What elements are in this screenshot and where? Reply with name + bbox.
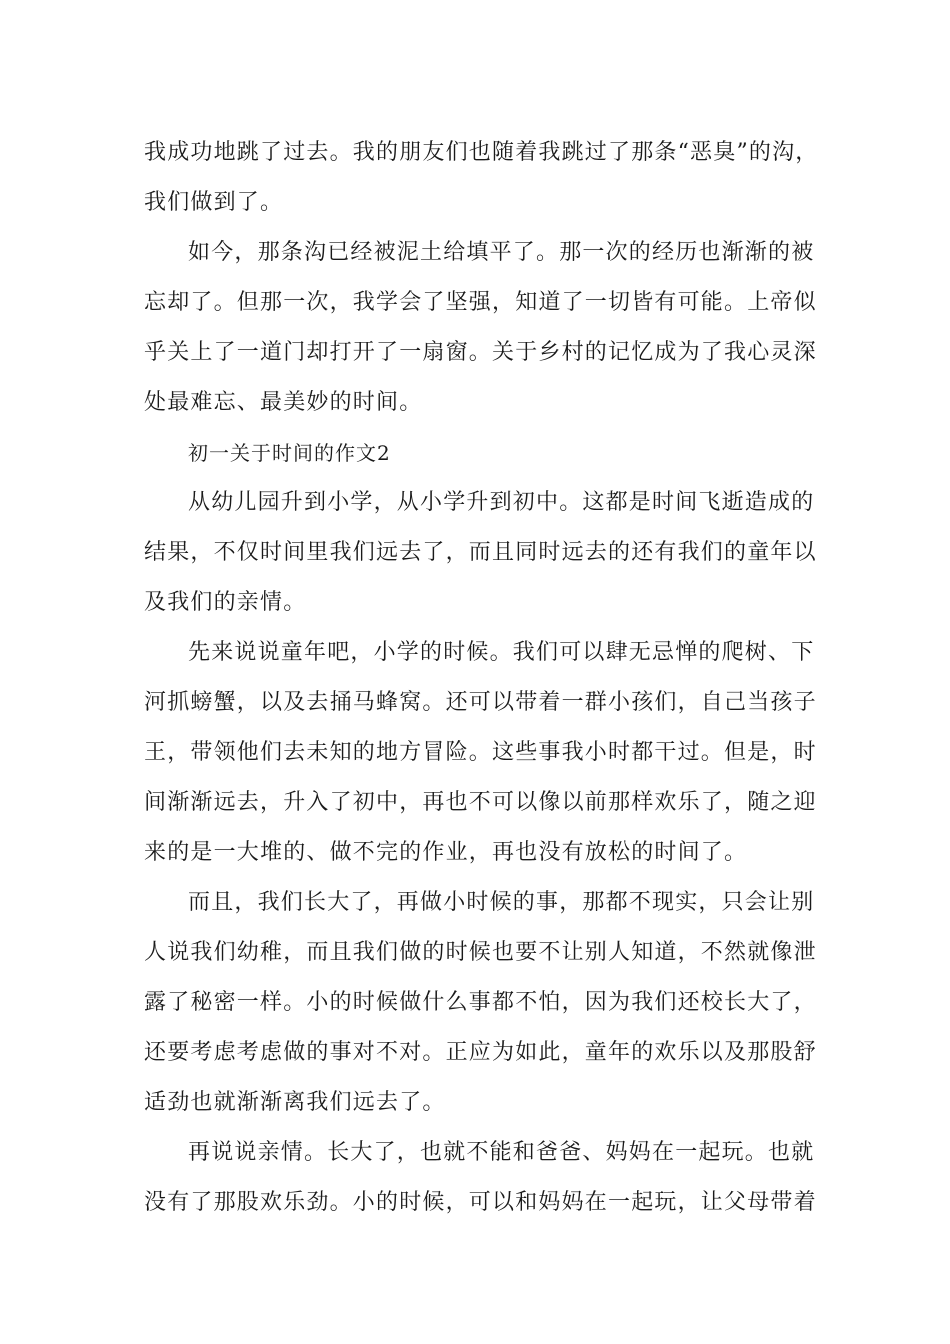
text-line: 先来说说童年吧，小学的时候。我们可以肆无忌惮的爬树、下 (188, 640, 815, 665)
text-line: 没有了那股欢乐劲。小的时候，可以和妈妈在一起玩，让父母带着 (144, 1190, 817, 1215)
text-line: 河抓螃蟹，以及去捅马蜂窝。还可以带着一群小孩们，自己当孩子 (144, 690, 817, 715)
text-line: 露了秘密一样。小的时候做什么事都不怕，因为我们还校长大了， (144, 990, 817, 1015)
text-line: 我们做到了。 (144, 190, 284, 215)
document-body (144, 128, 819, 1228)
text-line: 人说我们幼稚，而且我们做的时候也要不让别人知道，不然就像泄 (144, 940, 817, 965)
text-line: 来的是一大堆的、做不完的作业，再也没有放松的时间了。 (144, 840, 748, 865)
text-line: 从幼儿园升到小学，从小学升到初中。这都是时间飞逝造成的 (188, 490, 815, 515)
text-line: 忘却了。但那一次，我学会了坚强，知道了一切皆有可能。上帝似 (144, 290, 817, 315)
section-heading: 初一关于时间的作文2 (188, 441, 391, 465)
text-line: 如今，那条沟已经被泥土给填平了。那一次的经历也渐渐的被 (188, 240, 815, 265)
text-line: 间渐渐远去，升入了初中，再也不可以像以前那样欢乐了，随之迎 (144, 790, 817, 815)
text-line: 乎关上了一道门却打开了一扇窗。关于乡村的记忆成为了我心灵深 (144, 340, 817, 365)
text-line: 结果，不仅时间里我们远去了，而且同时远去的还有我们的童年以 (144, 540, 817, 565)
text-line: 再说说亲情。长大了，也就不能和爸爸、妈妈在一起玩。也就 (188, 1140, 815, 1165)
text-line: 处最难忘、最美妙的时间。 (144, 390, 423, 415)
text-line: 及我们的亲情。 (144, 590, 307, 615)
text-line: 我成功地跳了过去。我的朋友们也随着我跳过了那条“恶臭”的沟， (144, 140, 819, 165)
text-line: 还要考虑考虑做的事对不对。正应为如此，童年的欢乐以及那股舒 (144, 1040, 817, 1065)
text-line: 而且，我们长大了，再做小时候的事，那都不现实，只会让别 (188, 890, 815, 915)
text-line: 适劲也就渐渐离我们远去了。 (144, 1090, 446, 1115)
text-line: 王，带领他们去未知的地方冒险。这些事我小时都干过。但是，时 (144, 740, 817, 765)
